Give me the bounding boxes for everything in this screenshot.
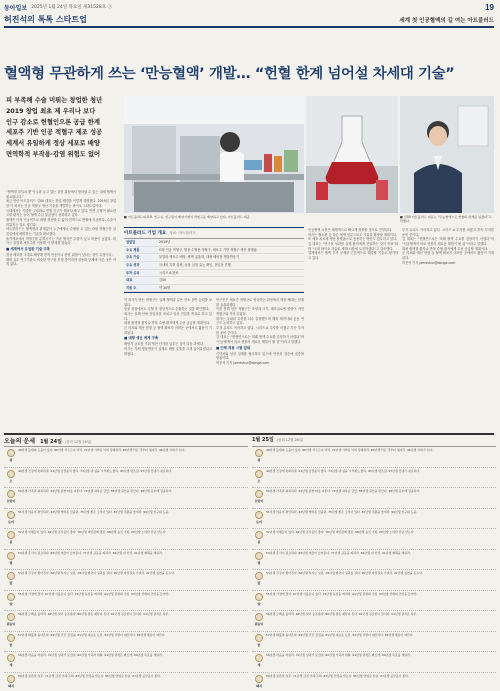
zodiac-icon (4, 529, 18, 544)
zodiac-icon (4, 488, 18, 503)
zodiac-text: 52년생 여행운이 있다. 64년생 문서운이 좋다. 76년생 대인관계 원만. 88년생 승진 기회. 00년생 노력한 만큼 얻는다. (266, 530, 415, 534)
article-column-5 (402, 228, 494, 428)
table-header (124, 228, 304, 239)
zodiac-icon (252, 468, 266, 483)
photo-caption-1: ■ 아트블러드의 O.R. 연구실. 연구원이 배양기에서 적혈구를 배양하고 있다. 아트블러드 제공 (124, 215, 250, 219)
zodiac-animal-icon (7, 470, 15, 478)
paragraph: 또 세포 치료제 생산 플랫폼으로 응용하는 방안도 검토하고 있다. (308, 237, 398, 242)
photo-caption-3: ■ 김00 아트블러드 대표는 “만능혈액으로 헌혈의 한계를 넘겠다”고 말했다. (400, 215, 492, 224)
table-row (124, 254, 304, 262)
header-rule (4, 26, 494, 28)
zodiac-row (4, 529, 248, 550)
paragraph: 식약처와 임상 설계를 협의하고 있으며 안전성 검증에 집중할 방침이다. (216, 351, 304, 361)
paragraph: 군 의료와 재난 현장 등 혈액 확보가 어려운 곳에서도 활용이 기대된다. (402, 251, 494, 261)
zodiac-name: 뱀 (257, 560, 261, 565)
row-value: 2019년 (157, 239, 304, 246)
fortune-right (252, 436, 496, 689)
zodiac-text: 51년생 마음이 편안하다. 63년생 계약은 신중히. 75년생 좋은 소식이 있다. 87년생 지출을 줄여라. 99년생 친구의 도움. (266, 509, 418, 514)
zodiac-text: 49년생 건강에 유의하라. 61년생 금전운이 좋다. 73년생 새 일을 시작해도 좋다. 85년생 말조심. 97년생 인내가 필요하다. (266, 468, 421, 473)
row-value: 국내외 특허 출원, 동물 실험 효능 확인, 전임상 진행 (157, 261, 304, 269)
row-key: 설립일 (124, 239, 157, 246)
zodiac-animal-icon (7, 552, 15, 560)
zodiac-name: 돼지 (256, 683, 262, 688)
zodiac-name: 양 (9, 601, 13, 606)
zodiac-icon (4, 632, 18, 647)
zodiac-row (252, 529, 496, 550)
ceo-photo (400, 96, 494, 213)
zodiac-name: 쥐 (9, 458, 13, 462)
zodiac-text: 54년생 건강이 좋아진다. 66년생 투자는 보류. 78년생 협력이 성과를 낸다. 90년생 자신감을 가져라. 02년생 칭찬을 듣는다. (18, 571, 175, 575)
deck-line: 면역학적 부작용·감염 위험도 없어 (6, 151, 101, 159)
zodiac-name: 용 (9, 540, 13, 544)
zodiac-row (252, 550, 496, 571)
zodiac-text: 57년생 베풀면 돌아온다. 69년생 건강 검진을. 81년생 새로운 도전. 93년생 사람이 재산이다. 05년생 행운이 따른다. (266, 632, 414, 637)
article-column-2 (124, 298, 212, 428)
zodiac-row (4, 468, 248, 489)
zodiac-row (252, 488, 496, 509)
lab-photo (124, 96, 304, 213)
zodiac-row (4, 591, 248, 612)
zodiac-row (252, 591, 496, 612)
paragraph: 정상 세포를 그대로 배양해 면역 반응이나 종양 위험이 낮다는 점이 특징이다. (6, 253, 113, 258)
zodiac-icon (4, 550, 18, 565)
paragraph: 허진석 기자 jameshur@donga.com (216, 361, 270, 366)
table-row (124, 269, 304, 277)
zodiac-icon (4, 591, 18, 606)
row-value: 약 20명 (157, 284, 304, 292)
section-divider (4, 433, 494, 435)
paragraph: 회사는 혈소판 등 다른 혈액 성분으로도 기술을 확장할 계획이다. (308, 232, 398, 237)
zodiac-text: 50년생 가족과 화목하다. 62년생 뜻한 바를 이룬다. 74년생 과욕은 금물. 86년생 귀인을 만난다. 98년생 공부에 집중하라. (18, 489, 173, 493)
zodiac-name: 원숭이 (6, 622, 16, 626)
zodiac-animal-icon (7, 654, 15, 662)
zodiac-animal-icon (7, 490, 15, 498)
zodiac-animal-icon (255, 634, 263, 642)
zodiac-icon (4, 611, 18, 626)
zodiac-text: 52년생 여행운이 있다. 64년생 문서운이 좋다. 76년생 대인관계 원만. 88년생 승진 기회. 00년생 노력한 만큼 얻는다. (18, 530, 167, 534)
zodiac-name: 말 (257, 581, 261, 585)
fortune-header (4, 436, 248, 447)
row-key: 주요 제품 (124, 246, 157, 254)
zodiac-name: 뱀 (9, 560, 13, 565)
table-row (124, 239, 304, 246)
paragraph: 연구진은 세포가 적혈구로 성숙하는 과정에서 핵을 빼내는 단계를 효율화했다. (216, 298, 304, 307)
zodiac-icon (252, 632, 266, 647)
paragraph: 해외 유수 연구기관도 비슷한 연구를 진행 중이지만 상용화 단계에 이른 곳은 아직 없다. (6, 257, 116, 267)
paragraph: 아트블러드는 혈액형과 관계없이 누구에게나 수혈할 수 있는 O형 적혈구를 실험실에서 배양하는 기술을 확보했다. (6, 227, 116, 237)
subheading: ■ 세계에서 유일한 기술 주목 (6, 247, 50, 252)
zodiac-icon (4, 673, 18, 688)
paragraph: 업계에서는 혈액 부족 문제를 근본적으로 해결할 기술로 평가하고 있다. (308, 251, 398, 261)
zodiac-animal-icon (255, 675, 263, 683)
fortune-date: 1월 24일 (40, 439, 62, 445)
zodiac-row (252, 447, 496, 468)
zodiac-name: 돼지 (8, 683, 14, 688)
paragraph: 군 의료와 재난 현장 등 혈액 확보가 어려운 곳에서도 활용이 기대된다. (124, 326, 212, 335)
paragraph: 김 대표는 “연구실 성과를 실제 환자에게 전달하는 것이 목표”라며 “국내 바이오 기술로 세계 시장에 도전하겠다”고 강조했다. (308, 242, 398, 251)
company-info-table (124, 227, 304, 293)
zodiac-animal-icon (7, 634, 15, 642)
zodiac-icon (252, 591, 266, 606)
zodiac-name: 호랑이 (254, 499, 264, 503)
zodiac-row (252, 611, 496, 632)
page-number: 19 (485, 2, 494, 12)
paragraph: 허진석 기자 jameshur@donga.com (402, 260, 456, 265)
zodiac-name: 토끼 (8, 519, 14, 524)
zodiac-row (4, 632, 248, 653)
zodiac-text: 48년생 뜻밖의 도움이 있다. 60년생 서두르지 마라. 72년생 가까운 이와 상의하라. 84년생 작은 것부터 챙겨라. 96년생 기회가 온다. (18, 448, 186, 452)
table-row (124, 261, 304, 269)
fortune-title: 오늘의 운세 (4, 438, 36, 445)
paragraph: 회사는 올해 안에 전임상을 마치고 임상 진입을 목표로 하고 있다. (124, 312, 212, 321)
zodiac-icon (252, 550, 266, 565)
zodiac-text: 53년생 휴식이 필요하다. 65년생 재물이 들어온다. 77년생 갈등을 피하라. 89년생 새 인연. 01년생 계획을 세워라. (18, 550, 163, 555)
paragraph: 희귀 혈액형 환자나 반복 수혈 환자에게 우선 공급할 계획이다. (124, 321, 211, 326)
zodiac-animal-icon (255, 593, 263, 601)
zodiac-animal-icon (7, 613, 15, 621)
zodiac-row (4, 488, 248, 509)
zodiac-text: 55년생 가정에 경사. 67년생 이동운이 있다. 79년생 욕심을 버려라. 91년생 뜻밖의 수입. 03년생 선배의 조언을 들어라. (18, 591, 170, 596)
paragraph: 줄기세포에서 적혈구를 분화시키는 기존 방식은 수율이 낮고 비용이 높았다. 회사는 불멸화 세포주를 이용해 이 한계를 넘었다. (6, 236, 116, 246)
row-value: 김00 (157, 277, 304, 285)
article-column-3 (216, 298, 304, 428)
row-key: 대표 (124, 277, 157, 285)
zodiac-icon (252, 509, 266, 524)
zodiac-text: 58년생 마음을 비워라. 70년생 성과가 보인다. 82년생 가족과 대화. 94년생 결정은 빠르게. 06년생 목표를 세워라. (266, 653, 411, 657)
zodiac-row (252, 632, 496, 653)
zodiac-row (4, 447, 248, 468)
zodiac-name: 용 (257, 540, 261, 544)
zodiac-icon (252, 652, 266, 667)
zodiac-row (252, 652, 496, 673)
zodiac-icon (252, 570, 266, 585)
main-headline: 혈액형 무관하게 쓰는 ‘만능혈액’ 개발… “헌혈 한계 넘어설 차세대 기술” (4, 66, 455, 82)
zodiac-name: 말 (9, 581, 13, 585)
deck-line: 세계서 유일하게 정상 세포로 배양 (6, 140, 100, 148)
row-key: 주요 성과 (124, 261, 157, 269)
paragraph: 회사는 국내외 특허를 다수 출원했으며 해외 제약사와 공동 연구도 논의하고 있다. (216, 316, 304, 326)
paragraph: 김 대표는 “헌혈만으로는 미래 혈액 수요를 감당하기 어렵다”며 “인공혈액이 의료 현장의 새로운 해법이 될 것”이라고 말했다. (216, 335, 304, 345)
row-key: 주요 기술 (124, 254, 157, 262)
zodiac-text: 57년생 베풀면 돌아온다. 69년생 건강 검진을. 81년생 새로운 도전. 93년생 사람이 재산이다. 05년생 행운이 따른다. (18, 632, 166, 637)
article-column-4 (308, 228, 398, 428)
lab-scene-image (124, 96, 304, 213)
zodiac-animal-icon (7, 572, 15, 580)
zodiac-icon (4, 447, 18, 462)
zodiac-text: 56년생 오해를 풀어라. 68년생 일이 순조롭다. 80년생 좋은 제안이 온다. 92년생 꾸준함이 답이다. 04년생 즐거운 하루. (18, 612, 170, 616)
zodiac-name: 닭 (9, 642, 13, 647)
zodiac-animal-icon (255, 654, 263, 662)
page-header (4, 2, 494, 12)
deck-line: 세포주 기반 인공 적혈구 제조 성공 (6, 129, 103, 137)
zodiac-animal-icon (255, 470, 263, 478)
zodiac-text: 54년생 건강이 좋아진다. 66년생 투자는 보류. 78년생 협력이 성과를 낸다. 90년생 자신감을 가져라. 02년생 칭찬을 듣는다. (266, 571, 423, 575)
zodiac-text: 51년생 마음이 편안하다. 63년생 계약은 신중히. 75년생 좋은 소식이 있다. 87년생 지출을 줄여라. 99년생 친구의 도움. (18, 509, 170, 514)
zodiac-name: 개 (257, 663, 261, 667)
zodiac-text: 48년생 뜻밖의 도움이 있다. 60년생 서두르지 마라. 72년생 가까운 이와 상의하라. 84년생 작은 것부터 챙겨라. 96년생 기회가 온다. (266, 448, 434, 452)
zodiac-name: 개 (9, 663, 13, 667)
zodiac-row (4, 550, 248, 571)
row-value: 시리즈 A 완료 (157, 269, 304, 277)
deck-line: 2019 창업 최초 제 우리나 보다 (6, 107, 96, 115)
paragraph: 희귀 혈액형 환자나 반복 수혈 환자에게 우선 공급할 계획이다. (402, 246, 489, 251)
row-value: O형 인공 적혈구, 범용 수혈용 적혈구, 세포주 기반 적혈구 생산 플랫폼 (157, 246, 304, 254)
zodiac-name: 소 (257, 478, 261, 483)
product-photo (306, 96, 398, 213)
zodiac-animal-icon (255, 490, 263, 498)
table-row (124, 277, 304, 285)
subheading: ■ 인체 적용 시험 앞둬 (216, 345, 251, 350)
zodiac-name: 호랑이 (6, 499, 16, 503)
row-key: 투자 유치 (124, 269, 157, 277)
zodiac-icon (4, 652, 18, 667)
zodiac-row (4, 673, 248, 691)
zodiac-icon (252, 447, 266, 462)
zodiac-animal-icon (7, 675, 15, 683)
zodiac-row (4, 570, 248, 591)
zodiac-icon (252, 673, 266, 688)
row-key: 직원 수 (124, 284, 157, 292)
paragraph: 이를 통해 얻은 적혈구는 모양과 크기, 헤모글로빈 함량이 자연 적혈구와 거의 같았다. (216, 307, 304, 317)
fortune-date: 1월 25일 (252, 437, 274, 443)
zodiac-name: 쥐 (257, 458, 261, 462)
date-line: 2025년 1월 24일 목요일 제31528호 ⓐ (31, 5, 112, 10)
zodiac-icon (4, 509, 18, 524)
paragraph: 혈액은 아직 인공적으로 대량 생산할 수 없어 전적으로 헌혈에 의존한다. 수술이 미뤄지는 일도 생긴다. (6, 218, 116, 227)
zodiac-row (252, 509, 496, 530)
zodiac-text: 49년생 건강에 유의하라. 61년생 금전운이 좋다. 73년생 새 일을 시작해도 좋다. 85년생 말조심. 97년생 인내가 필요하다. (18, 468, 173, 473)
section-subtitle: 세계 첫 인공혈액의 길 여는 아트블러드 (399, 18, 494, 24)
table-title: 아트블러드 기업 개요 (124, 231, 167, 236)
zodiac-icon (252, 611, 266, 626)
paragraph: 이 회사가 만든 적혈구는 실제 혈액과 같은 산소 운반 능력을 보였다. (124, 298, 212, 307)
zodiac-name: 소 (9, 478, 13, 483)
zodiac-row (252, 673, 496, 691)
zodiac-animal-icon (255, 449, 263, 457)
zodiac-text: 58년생 마음을 비워라. 70년생 성과가 보인다. 82년생 가족과 대화. 94년생 결정은 빠르게. 06년생 목표를 세워라. (18, 653, 163, 657)
zodiac-row (4, 611, 248, 632)
zodiac-text: 50년생 가족과 화목하다. 62년생 뜻한 바를 이룬다. 74년생 과욕은 금물. 86년생 귀인을 만난다. 98년생 공부에 집중하라. (266, 489, 421, 493)
zodiac-row (4, 652, 248, 673)
paragraph: 국내에서는 저출산·고령화로 헌혈 인구가 해마다 줄고 있다. 반면 수혈이 필요한 고령 환자는 늘어 혈액 수급 불균형이 심화되고 있다. (6, 208, 116, 218)
deck-line: 인구 감소로 헌혈인으론 공급 한계 (6, 118, 100, 126)
paragraph: 동물 실험에서도 수혈 후 정상적으로 순환하는 것을 확인했다. (124, 307, 210, 312)
zodiac-row (4, 509, 248, 530)
info-table-body (124, 239, 304, 292)
zodiac-animal-icon (255, 572, 263, 580)
newspaper-logo: 동아일보 (4, 5, 28, 12)
row-value: 불멸화 세포주 배양, 탈핵 효율화, 대량 배양용 생물반응기 (157, 254, 304, 262)
fortune-left (4, 436, 248, 689)
subheading: ■ 대량 생산 체계 구축 (124, 336, 159, 341)
zodiac-text: 59년생 평온한 하루. 71년생 금전 거래 주의. 83년생 인정을 받는다. 95년생 연애운 상승. 07년생 공부운이 좋다. (266, 673, 409, 678)
paragraph: 김 대표는 “헌혈만으로는 미래 혈액 수요를 감당하기 어렵다”며 “인공혈액이 의료 현장의 새로운 해법이 될 것”이라고 말했다. (402, 237, 494, 247)
zodiac-animal-icon (255, 531, 263, 539)
fortune-lunar: (음력 12월 26일) (276, 438, 304, 442)
deck-line: 피 부족해 수술 미뤄는 창업한 청년 (6, 97, 103, 104)
section-label: 허진석의 톡톡 스타트업 (4, 14, 87, 24)
paragraph: 투자 유치도 이어지고 있다. 시리즈 A 투자를 마쳤고 후속 투자를 준비 중이다. (216, 326, 304, 335)
zodiac-name: 닭 (257, 642, 261, 647)
paragraph: 최근 만난 아트블러드 김00 대표는 창업 배경을 이렇게 설명했다. 2019년 창업한 이 회사는 인공 적혈구 생산 기술을 개발하는 바이오 스타트업이다. (6, 199, 116, 209)
zodiac-text: 59년생 평온한 하루. 71년생 금전 거래 주의. 83년생 인정을 받는다. 95년생 연애운 상승. 07년생 공부운이 좋다. (18, 673, 161, 678)
zodiac-animal-icon (255, 511, 263, 519)
zodiac-text: 53년생 휴식이 필요하다. 65년생 재물이 들어온다. 77년생 갈등을 피하라. 89년생 새 인연. 01년생 계획을 세워라. (266, 550, 411, 555)
zodiac-row (252, 468, 496, 489)
zodiac-icon (4, 468, 18, 483)
paragraph: 배양기 규모를 키워 생산 단가를 낮추는 것이 다음 과제다. (124, 342, 204, 347)
zodiac-name: 양 (257, 601, 261, 606)
fortune-lunar: (음력 12월 25일) (64, 440, 92, 444)
zodiac-text: 55년생 가정에 경사. 67년생 이동운이 있다. 79년생 욕심을 버려라. 91년생 뜻밖의 수입. 03년생 선배의 조언을 들어라. (266, 591, 418, 596)
flask-image (306, 96, 398, 213)
table-note: 자료: 아트블러드 (169, 230, 196, 235)
paragraph: 투자 유치도 이어지고 있다. 시리즈 A 투자를 마쳤고 후속 투자를 준비 중이다. (402, 228, 494, 237)
portrait-image (400, 96, 494, 213)
paragraph: “혈액형 불일치 뿐 아니라 늘고 있는 감염 위험에서 벗어날 수 있는 대체 혈액이 필요합니다.” (6, 190, 116, 199)
table-row (124, 246, 304, 254)
article-column-1 (6, 190, 116, 428)
table-row (124, 284, 304, 292)
zodiac-animal-icon (255, 552, 263, 560)
zodiac-animal-icon (255, 613, 263, 621)
paragraph: 회사는 자체 생물반응기 설계로 배양 효율을 크게 끌어올렸다고 밝혔다. (124, 347, 212, 356)
zodiac-icon (4, 570, 18, 585)
zodiac-animal-icon (7, 593, 15, 601)
zodiac-name: 원숭이 (254, 622, 264, 626)
zodiac-animal-icon (7, 449, 15, 457)
paragraph: 인공혈액 시장은 세계적으로 빠르게 성장할 것으로 전망된다. (308, 228, 393, 232)
zodiac-name: 토끼 (256, 519, 262, 524)
zodiac-row (252, 570, 496, 591)
zodiac-animal-icon (7, 511, 15, 519)
zodiac-icon (252, 529, 266, 544)
fortune-header (252, 436, 496, 447)
zodiac-icon (252, 488, 266, 503)
deck-summary (6, 97, 116, 162)
zodiac-animal-icon (7, 531, 15, 539)
zodiac-text: 56년생 오해를 풀어라. 68년생 일이 순조롭다. 80년생 좋은 제안이 온다. 92년생 꾸준함이 답이다. 04년생 즐거운 하루. (266, 612, 418, 616)
